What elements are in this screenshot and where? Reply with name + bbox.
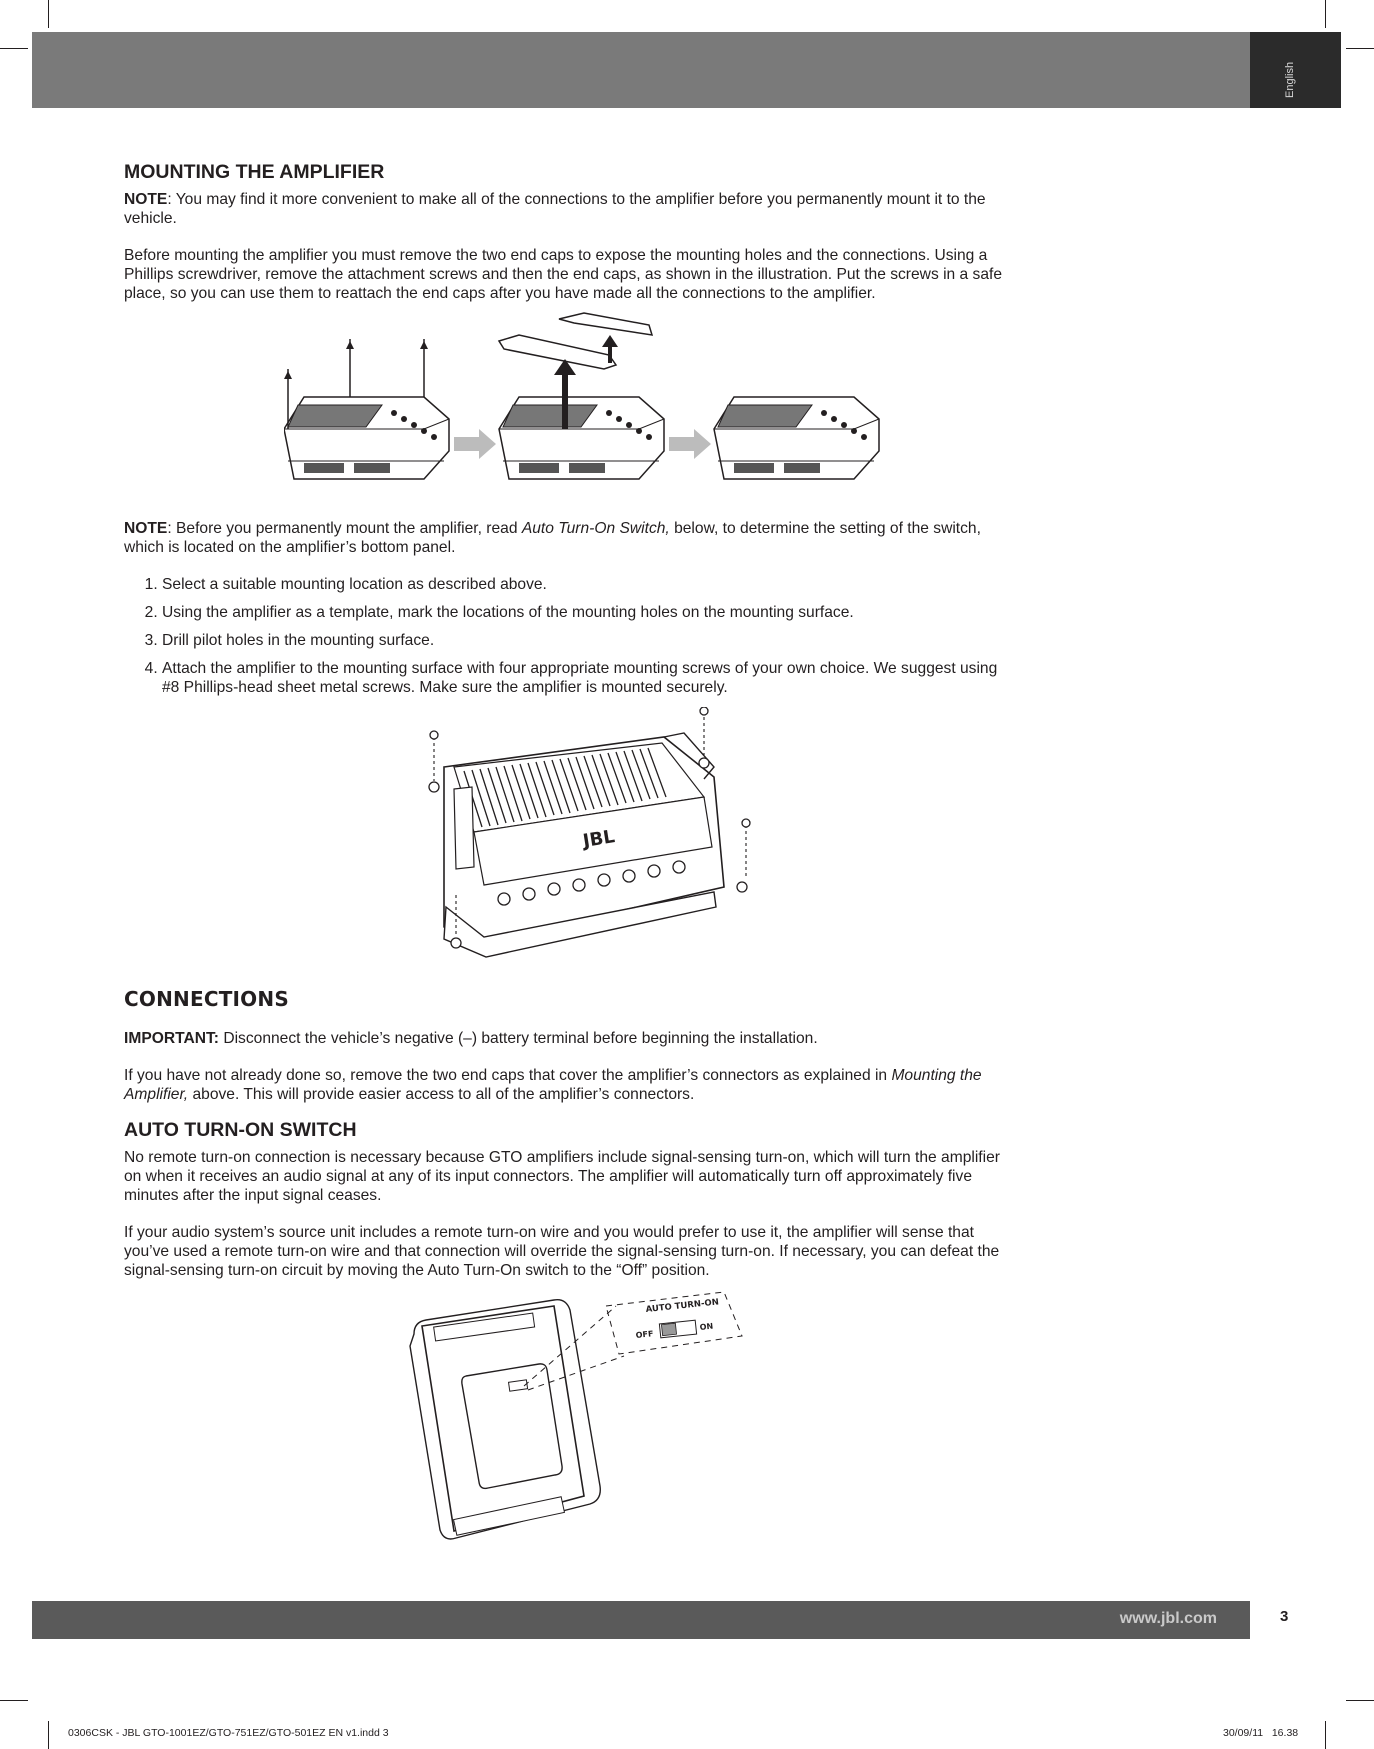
list-item: 4. Attach the amplifier to the mounting surface with four appropriate mounting screws of your own choice. We suggest using #8 Phillips-head sheet metal screws. Make sure the amplifier is mounted securely. xyxy=(162,659,1014,697)
mounting-hole-icon xyxy=(737,882,747,892)
crop-mark xyxy=(0,1700,28,1701)
arrow-right-icon xyxy=(454,429,496,459)
website-link[interactable]: www.jbl.com xyxy=(1119,1610,1217,1627)
list-item: 3. Drill pilot holes in the mounting surface. xyxy=(162,631,1014,650)
header-bar xyxy=(32,32,1250,108)
end-cap-removal-illustration xyxy=(284,309,884,509)
auto-turn-on-paragraph-2: If your audio system’s source unit includes a remote turn-on wire and you would prefer to use it, the amplifier will sense that you’ve used a remote turn-on wire and that connection will override the signal-sensing turn-on. If necessary, you can defeat the signal-sensing turn-on circuit by moving the Auto Turn-On switch to the “Off” position. xyxy=(124,1224,1000,1279)
connections-paragraph: If you have not already done so, remove the two end caps that cover the amplifier’s connectors as explained in Mounting the Amplifier, above. This will provide easier access to all of the amplifier’s connectors. xyxy=(124,1067,982,1103)
screw-icon xyxy=(700,707,708,715)
mounting-hole-icon xyxy=(699,758,709,768)
switch-on-label: ON xyxy=(699,1321,714,1332)
amp-caps-removed xyxy=(499,397,664,479)
crop-mark xyxy=(1325,1721,1326,1749)
footer-bar xyxy=(32,1601,1250,1639)
mounting-steps xyxy=(124,575,1014,697)
language-tab-label: English xyxy=(1284,61,1296,98)
important-note: IMPORTANT: Disconnect the vehicle’s negative (–) battery terminal before beginning the installation. xyxy=(124,1030,818,1047)
list-item: 1. Select a suitable mounting location as described above. xyxy=(162,575,1014,594)
crop-mark xyxy=(1346,48,1374,49)
screw-icon xyxy=(742,819,750,827)
page-content xyxy=(124,160,1014,1548)
print-slug-date: 30/09/11 16.38 xyxy=(1223,1727,1299,1739)
page-number: 3 xyxy=(1280,1608,1289,1625)
amplifier-mounting-illustration xyxy=(414,707,774,977)
mounting-hole-icon xyxy=(429,782,439,792)
connections-heading: CONNECTIONS xyxy=(124,987,289,1011)
crop-mark xyxy=(1346,1700,1374,1701)
crop-mark xyxy=(48,0,49,28)
mounting-note-2: NOTE: Before you permanently mount the amplifier, read Auto Turn-On Switch, below, to determine the setting of the switch, which is located on the amplifier’s bottom panel. xyxy=(124,520,981,556)
amp-with-screws xyxy=(284,397,449,479)
list-item: 2. Using the amplifier as a template, mark the locations of the mounting holes on the mounting surface. xyxy=(162,603,1014,622)
auto-turn-on-heading: AUTO TURN-ON SWITCH xyxy=(124,1119,357,1141)
mounting-note-1: NOTE: You may find it more convenient to make all of the connections to the amplifier before you permanently mount it to the vehicle. xyxy=(124,191,986,227)
auto-turn-on-paragraph-1: No remote turn-on connection is necessary because GTO amplifiers include signal-sensing turn-on, which will turn the amplifier on when it receives an audio signal at any of its input connectors. The amplifier will automatically turn off approximately five minutes after the input signal ceases. xyxy=(124,1149,1000,1204)
switch-off-label: OFF xyxy=(635,1329,654,1340)
crop-mark xyxy=(1325,0,1326,28)
screw-icon xyxy=(430,731,438,739)
crop-mark xyxy=(48,1721,49,1749)
crop-mark xyxy=(0,48,28,49)
auto-turn-on-switch-illustration xyxy=(404,1286,774,1548)
jbl-logo: JBL xyxy=(581,826,617,852)
print-slug-file: 0306CSK - JBL GTO-1001EZ/GTO-751EZ/GTO-501EZ EN v1.indd 3 xyxy=(68,1727,389,1739)
mounting-heading: MOUNTING THE AMPLIFIER xyxy=(124,161,385,183)
mounting-hole-icon xyxy=(451,938,461,948)
switch-title: AUTO TURN-ON xyxy=(645,1297,720,1315)
amp-open xyxy=(714,397,879,479)
arrow-right-icon xyxy=(669,429,711,459)
mounting-paragraph: Before mounting the amplifier you must remove the two end caps to expose the mounting holes and the connections. Using a Phillips screwdriver, remove the attachment screws and then the end caps, as shown in the illustration. Put the screws in a safe place, so you can use them to reattach the end caps after you have made all the connections to the amplifier. xyxy=(124,247,1003,302)
